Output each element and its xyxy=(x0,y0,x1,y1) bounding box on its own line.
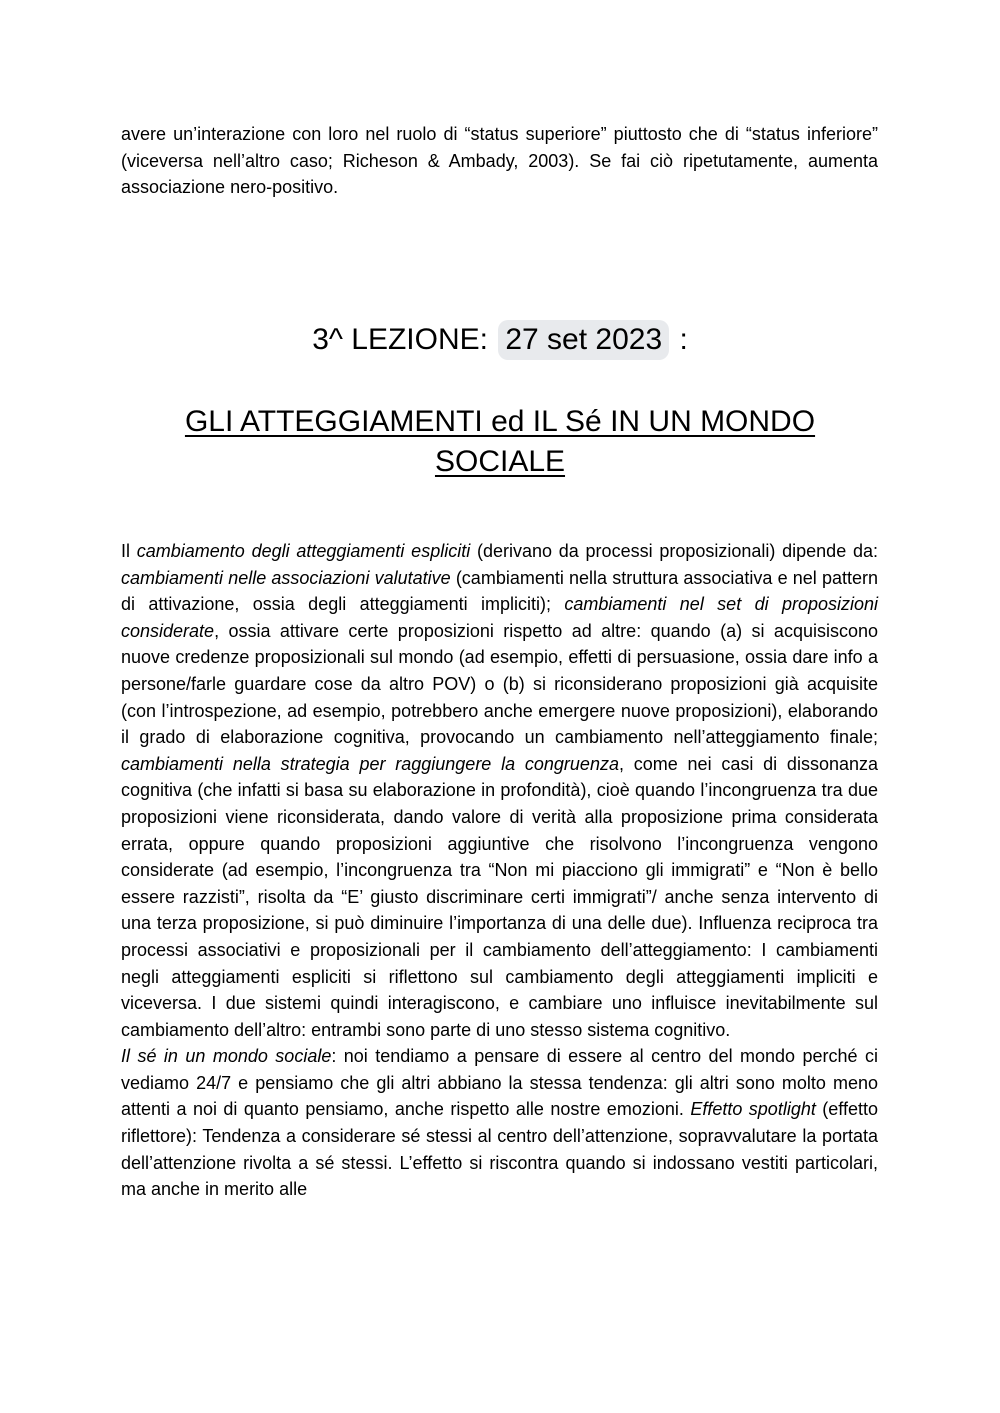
text-run: , come nei casi di dissonanza cognitiva (che infatti si basa su elaborazione in profondità), cioè quando l’incongruenza tra due proposizioni viene riconsiderata, dando valore di verità alla proposizione prima considerata errata, oppure quando proposizioni aggiuntive che risolvono l’incongruenza vengono considerate (ad esempio, l’incongruenza tra “Non mi piacciono gli immigrati” e “Non è bello essere razzisti”, risolta da “E’ giusto discriminare certi immigrati”/ anche senza intervento di una terza proposizione, si può diminuire l’importanza di una delle due). Influenza reciproca tra processi associativi e proposizionali per il cambiamento dell’atteggiamento: I cambiamenti negli atteggiamenti espliciti si riflettono sul cambiamento degli atteggiamenti impliciti e viceversa. I due sistemi quindi interagiscono, e cambiare uno influisce inevitabilmente sul cambiamento dell’altro: entrambi sono parte di uno stesso sistema cognitivo. xyxy=(121,753,878,1040)
paragraph-self-social-world xyxy=(121,1043,878,1203)
lesson-label: 3^ LEZIONE: xyxy=(312,323,488,356)
text-run: : noi tendiamo a pensare di essere al centro del mondo perché ci vediamo 24/7 e pensiamo che gli altri abbiano la stessa tendenza: gli altri sono molto meno attenti a noi di quanto pensiamo, anche rispetto alle nostre emozioni. xyxy=(121,1046,878,1120)
paragraph-explicit-attitude-change xyxy=(121,538,878,1043)
text-run: Il xyxy=(121,541,137,561)
italic-term: cambiamenti nella strategia per raggiungere la congruenza xyxy=(121,753,619,774)
lesson-date-chip[interactable]: 27 set 2023 xyxy=(498,320,669,360)
text-run: (cambiamenti nella struttura associativa e nel pattern di attivazione, ossia degli atteggiamenti impliciti); xyxy=(121,567,878,615)
italic-term: Il sé in un mondo sociale xyxy=(121,1046,332,1067)
intro-paragraph: avere un’interazione con loro nel ruolo di “status superiore” piuttosto che di “status inferiore” (viceversa nell’altro caso; Richeson & Ambady, 2003). Se fai ciò ripetutamente, aumenta associazione nero-positivo. xyxy=(121,124,878,198)
lesson-heading xyxy=(0,318,1000,362)
italic-term: cambiamenti nelle associazioni valutative xyxy=(121,567,451,588)
text-run: (derivano da processi proposizionali) dipende da: xyxy=(470,541,878,561)
italic-term: cambiamenti nel set di proposizioni considerate xyxy=(121,594,878,641)
text-run: (effetto riflettore): Tendenza a considerare sé stessi al centro dell’attenzione, sopravvalutare la portata dell’attenzione rivolta a sé stessi. L’effetto si riscontra quando si indossano vestiti particolari, ma anche in merito alle xyxy=(121,1099,879,1200)
italic-term: cambiamento degli atteggiamenti espliciti xyxy=(136,541,471,561)
main-body xyxy=(121,538,878,1203)
italic-term: Effetto spotlight xyxy=(690,1099,816,1120)
lesson-colon: : xyxy=(679,323,688,356)
section-title: GLI ATTEGGIAMENTI ed IL Sé IN UN MONDO SOCIALE xyxy=(184,405,816,478)
text-run: , ossia attivare certe proposizioni rispetto ad altre: quando (a) si acquisiscono nuove credenze proposizionali sul mondo (ad esempio, effetti di persuasione, ossia dare info a persone/farle guardare cose da altro POV) o (b) si riconsiderano proposizioni già acquisite (con l’introspezione, ad esempio, potrebbero anche emergere nuove proposizioni), elaborando il grado di elaborazione cognitiva, provocando un cambiamento nell’atteggiamento finale; xyxy=(121,620,878,748)
